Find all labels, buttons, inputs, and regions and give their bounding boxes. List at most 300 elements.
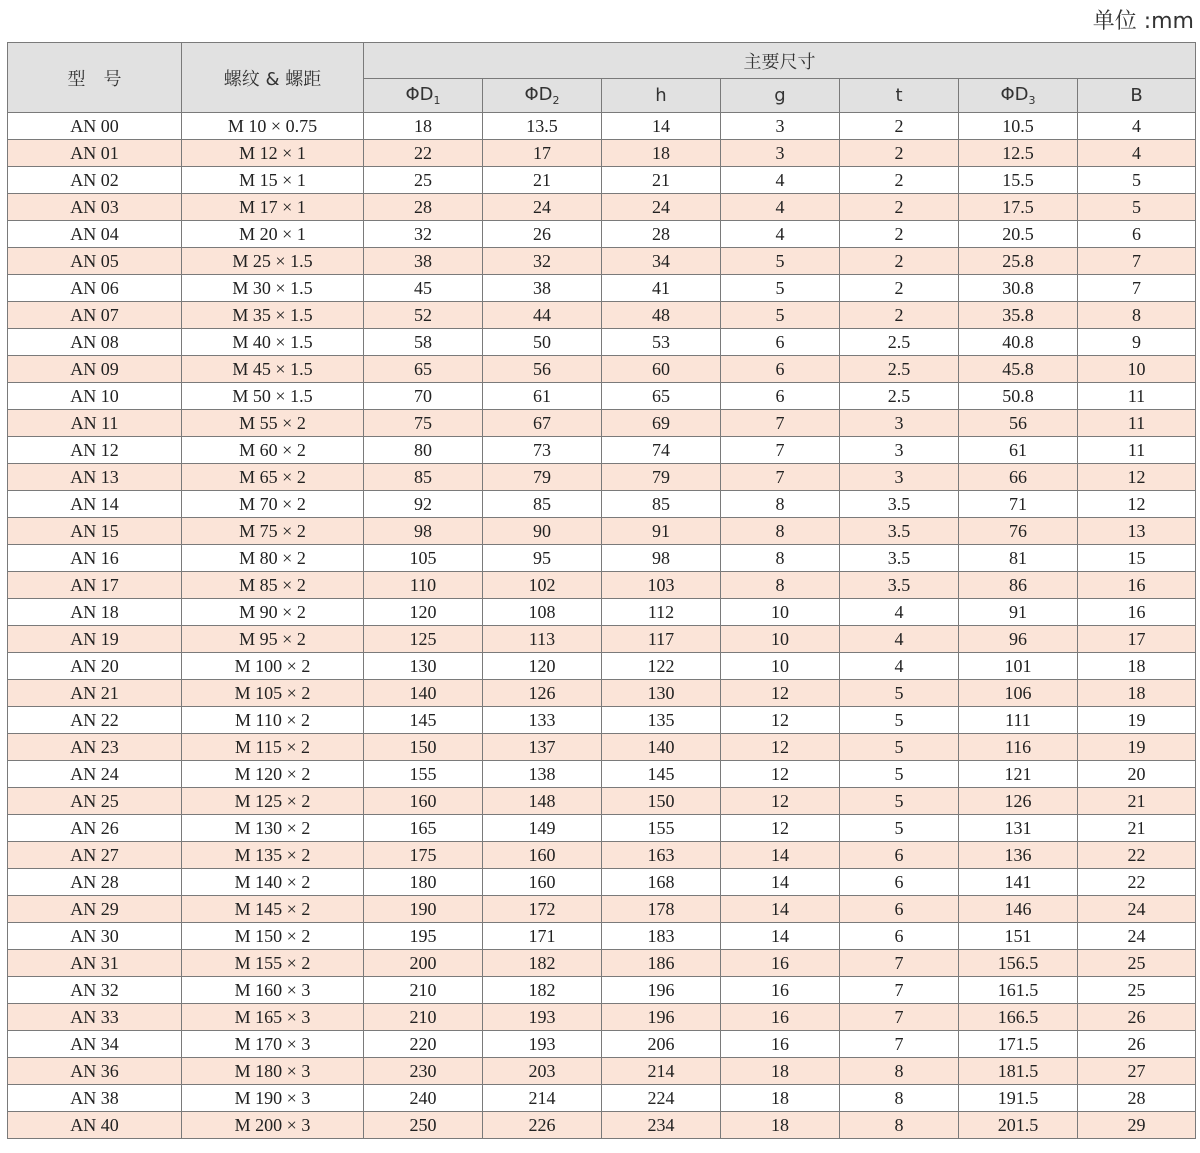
cell-t: 3 (840, 437, 959, 464)
cell-b: 26 (1078, 1031, 1196, 1058)
cell-d3: 40.8 (959, 329, 1078, 356)
cell-d1: 210 (364, 1004, 483, 1031)
cell-d2: 226 (483, 1112, 602, 1139)
cell-g: 3 (721, 140, 840, 167)
cell-d1: 230 (364, 1058, 483, 1085)
cell-t: 3.5 (840, 572, 959, 599)
cell-d1: 98 (364, 518, 483, 545)
cell-t: 2 (840, 140, 959, 167)
cell-d3: 146 (959, 896, 1078, 923)
cell-model: AN 32 (8, 977, 182, 1004)
cell-b: 22 (1078, 842, 1196, 869)
header-dim-base: ΦD (1000, 84, 1029, 105)
cell-t: 2 (840, 275, 959, 302)
cell-b: 20 (1078, 761, 1196, 788)
table-row (8, 383, 1196, 410)
cell-b: 11 (1078, 410, 1196, 437)
cell-model: AN 26 (8, 815, 182, 842)
header-d2 (483, 79, 602, 113)
table-row (8, 410, 1196, 437)
table-row (8, 1112, 1196, 1139)
cell-thread: M 145 × 2 (182, 896, 364, 923)
header-thread: 螺纹 & 螺距 (182, 43, 364, 113)
cell-model: AN 28 (8, 869, 182, 896)
cell-thread: M 95 × 2 (182, 626, 364, 653)
cell-model: AN 06 (8, 275, 182, 302)
cell-h: 41 (602, 275, 721, 302)
cell-h: 140 (602, 734, 721, 761)
cell-h: 103 (602, 572, 721, 599)
cell-d3: 111 (959, 707, 1078, 734)
table-row (8, 248, 1196, 275)
cell-t: 2.5 (840, 329, 959, 356)
cell-model: AN 14 (8, 491, 182, 518)
cell-d2: 160 (483, 842, 602, 869)
cell-g: 5 (721, 248, 840, 275)
cell-d2: 193 (483, 1004, 602, 1031)
cell-d2: 90 (483, 518, 602, 545)
cell-thread: M 100 × 2 (182, 653, 364, 680)
cell-t: 2 (840, 113, 959, 140)
cell-d3: 86 (959, 572, 1078, 599)
cell-h: 21 (602, 167, 721, 194)
cell-model: AN 10 (8, 383, 182, 410)
cell-b: 6 (1078, 221, 1196, 248)
cell-d1: 25 (364, 167, 483, 194)
cell-h: 186 (602, 950, 721, 977)
cell-d1: 210 (364, 977, 483, 1004)
cell-h: 135 (602, 707, 721, 734)
cell-model: AN 31 (8, 950, 182, 977)
cell-d2: 214 (483, 1085, 602, 1112)
cell-d1: 105 (364, 545, 483, 572)
cell-d3: 101 (959, 653, 1078, 680)
cell-t: 5 (840, 707, 959, 734)
cell-d2: 26 (483, 221, 602, 248)
cell-model: AN 00 (8, 113, 182, 140)
cell-thread: M 15 × 1 (182, 167, 364, 194)
cell-h: 24 (602, 194, 721, 221)
table-row (8, 113, 1196, 140)
cell-d2: 126 (483, 680, 602, 707)
cell-b: 25 (1078, 950, 1196, 977)
cell-d2: 113 (483, 626, 602, 653)
cell-d3: 71 (959, 491, 1078, 518)
cell-g: 3 (721, 113, 840, 140)
table-row (8, 464, 1196, 491)
cell-d1: 52 (364, 302, 483, 329)
table-row (8, 896, 1196, 923)
header-model: 型 号 (8, 43, 182, 113)
cell-d2: 79 (483, 464, 602, 491)
cell-h: 117 (602, 626, 721, 653)
cell-d1: 65 (364, 356, 483, 383)
cell-h: 112 (602, 599, 721, 626)
cell-t: 2 (840, 167, 959, 194)
cell-d3: 141 (959, 869, 1078, 896)
table-row (8, 842, 1196, 869)
cell-thread: M 180 × 3 (182, 1058, 364, 1085)
cell-t: 3.5 (840, 491, 959, 518)
cell-d2: 172 (483, 896, 602, 923)
cell-d2: 24 (483, 194, 602, 221)
cell-d3: 191.5 (959, 1085, 1078, 1112)
cell-d3: 121 (959, 761, 1078, 788)
cell-d3: 56 (959, 410, 1078, 437)
cell-g: 4 (721, 167, 840, 194)
cell-d2: 133 (483, 707, 602, 734)
cell-h: 85 (602, 491, 721, 518)
cell-model: AN 18 (8, 599, 182, 626)
cell-d1: 145 (364, 707, 483, 734)
cell-g: 7 (721, 437, 840, 464)
cell-b: 7 (1078, 275, 1196, 302)
cell-d1: 130 (364, 653, 483, 680)
cell-t: 7 (840, 1004, 959, 1031)
cell-model: AN 08 (8, 329, 182, 356)
header-g (721, 79, 840, 113)
cell-model: AN 40 (8, 1112, 182, 1139)
cell-thread: M 200 × 3 (182, 1112, 364, 1139)
table-row (8, 275, 1196, 302)
cell-b: 28 (1078, 1085, 1196, 1112)
cell-d2: 17 (483, 140, 602, 167)
table-row (8, 734, 1196, 761)
table-row (8, 545, 1196, 572)
cell-d3: 96 (959, 626, 1078, 653)
cell-g: 8 (721, 572, 840, 599)
cell-d1: 80 (364, 437, 483, 464)
table-row (8, 356, 1196, 383)
cell-d3: 15.5 (959, 167, 1078, 194)
cell-d2: 182 (483, 977, 602, 1004)
cell-g: 14 (721, 842, 840, 869)
cell-b: 10 (1078, 356, 1196, 383)
cell-h: 91 (602, 518, 721, 545)
cell-g: 18 (721, 1085, 840, 1112)
table-row (8, 491, 1196, 518)
cell-d2: 85 (483, 491, 602, 518)
cell-d3: 171.5 (959, 1031, 1078, 1058)
cell-h: 168 (602, 869, 721, 896)
cell-model: AN 04 (8, 221, 182, 248)
cell-t: 4 (840, 626, 959, 653)
cell-d3: 181.5 (959, 1058, 1078, 1085)
cell-d3: 12.5 (959, 140, 1078, 167)
cell-g: 7 (721, 464, 840, 491)
cell-t: 8 (840, 1112, 959, 1139)
cell-h: 155 (602, 815, 721, 842)
cell-d1: 58 (364, 329, 483, 356)
cell-thread: M 65 × 2 (182, 464, 364, 491)
table-row (8, 1004, 1196, 1031)
cell-thread: M 135 × 2 (182, 842, 364, 869)
table-row (8, 140, 1196, 167)
cell-h: 178 (602, 896, 721, 923)
cell-thread: M 90 × 2 (182, 599, 364, 626)
cell-d2: 50 (483, 329, 602, 356)
cell-d2: 32 (483, 248, 602, 275)
cell-h: 65 (602, 383, 721, 410)
cell-model: AN 27 (8, 842, 182, 869)
cell-d3: 201.5 (959, 1112, 1078, 1139)
table-row (8, 1031, 1196, 1058)
cell-h: 234 (602, 1112, 721, 1139)
cell-h: 79 (602, 464, 721, 491)
cell-d1: 175 (364, 842, 483, 869)
table-row (8, 302, 1196, 329)
cell-g: 18 (721, 1058, 840, 1085)
cell-d1: 70 (364, 383, 483, 410)
cell-d1: 180 (364, 869, 483, 896)
cell-t: 5 (840, 761, 959, 788)
cell-g: 12 (721, 680, 840, 707)
cell-thread: M 17 × 1 (182, 194, 364, 221)
cell-d3: 126 (959, 788, 1078, 815)
cell-model: AN 33 (8, 1004, 182, 1031)
cell-thread: M 50 × 1.5 (182, 383, 364, 410)
table-row (8, 518, 1196, 545)
cell-model: AN 29 (8, 896, 182, 923)
cell-thread: M 155 × 2 (182, 950, 364, 977)
cell-h: 145 (602, 761, 721, 788)
header-d3 (959, 79, 1078, 113)
cell-d2: 120 (483, 653, 602, 680)
cell-g: 12 (721, 788, 840, 815)
cell-t: 2 (840, 302, 959, 329)
cell-thread: M 75 × 2 (182, 518, 364, 545)
cell-d1: 140 (364, 680, 483, 707)
cell-d3: 91 (959, 599, 1078, 626)
cell-t: 5 (840, 815, 959, 842)
cell-b: 18 (1078, 653, 1196, 680)
cell-thread: M 125 × 2 (182, 788, 364, 815)
cell-thread: M 55 × 2 (182, 410, 364, 437)
cell-d1: 18 (364, 113, 483, 140)
cell-thread: M 25 × 1.5 (182, 248, 364, 275)
table-row (8, 977, 1196, 1004)
cell-d1: 38 (364, 248, 483, 275)
cell-d3: 20.5 (959, 221, 1078, 248)
header-b (1078, 79, 1196, 113)
cell-d2: 73 (483, 437, 602, 464)
cell-d2: 160 (483, 869, 602, 896)
cell-b: 24 (1078, 923, 1196, 950)
cell-h: 74 (602, 437, 721, 464)
cell-d1: 32 (364, 221, 483, 248)
cell-d3: 161.5 (959, 977, 1078, 1004)
cell-g: 10 (721, 626, 840, 653)
cell-t: 2.5 (840, 356, 959, 383)
cell-d3: 116 (959, 734, 1078, 761)
cell-model: AN 03 (8, 194, 182, 221)
cell-thread: M 12 × 1 (182, 140, 364, 167)
cell-d3: 17.5 (959, 194, 1078, 221)
cell-b: 24 (1078, 896, 1196, 923)
cell-thread: M 105 × 2 (182, 680, 364, 707)
cell-b: 5 (1078, 167, 1196, 194)
cell-t: 2 (840, 194, 959, 221)
cell-g: 4 (721, 194, 840, 221)
cell-d2: 102 (483, 572, 602, 599)
cell-d1: 92 (364, 491, 483, 518)
cell-g: 18 (721, 1112, 840, 1139)
cell-d1: 155 (364, 761, 483, 788)
cell-model: AN 19 (8, 626, 182, 653)
cell-b: 21 (1078, 815, 1196, 842)
cell-g: 14 (721, 896, 840, 923)
header-dim-subscript: 3 (1028, 94, 1036, 107)
cell-d3: 50.8 (959, 383, 1078, 410)
cell-model: AN 22 (8, 707, 182, 734)
header-main-dims: 主要尺寸 (364, 43, 1196, 79)
cell-g: 10 (721, 653, 840, 680)
cell-d3: 35.8 (959, 302, 1078, 329)
table-row (8, 194, 1196, 221)
cell-b: 15 (1078, 545, 1196, 572)
cell-t: 7 (840, 977, 959, 1004)
header-dim-subscript: 1 (433, 94, 441, 107)
cell-h: 122 (602, 653, 721, 680)
cell-d2: 38 (483, 275, 602, 302)
cell-d3: 166.5 (959, 1004, 1078, 1031)
cell-d3: 10.5 (959, 113, 1078, 140)
cell-b: 5 (1078, 194, 1196, 221)
cell-thread: M 150 × 2 (182, 923, 364, 950)
cell-h: 69 (602, 410, 721, 437)
table-row (8, 707, 1196, 734)
cell-model: AN 12 (8, 437, 182, 464)
cell-b: 18 (1078, 680, 1196, 707)
cell-d3: 136 (959, 842, 1078, 869)
cell-t: 8 (840, 1085, 959, 1112)
cell-d2: 182 (483, 950, 602, 977)
table-row (8, 815, 1196, 842)
cell-model: AN 34 (8, 1031, 182, 1058)
cell-d1: 240 (364, 1085, 483, 1112)
header-d1 (364, 79, 483, 113)
cell-h: 206 (602, 1031, 721, 1058)
table-row (8, 950, 1196, 977)
cell-model: AN 17 (8, 572, 182, 599)
cell-d1: 125 (364, 626, 483, 653)
cell-d2: 56 (483, 356, 602, 383)
cell-model: AN 38 (8, 1085, 182, 1112)
cell-model: AN 23 (8, 734, 182, 761)
cell-d1: 160 (364, 788, 483, 815)
cell-t: 3 (840, 410, 959, 437)
cell-t: 5 (840, 788, 959, 815)
cell-h: 28 (602, 221, 721, 248)
table-body (8, 113, 1196, 1139)
cell-model: AN 25 (8, 788, 182, 815)
cell-t: 6 (840, 842, 959, 869)
table-row (8, 923, 1196, 950)
cell-g: 12 (721, 815, 840, 842)
header-dim-base: B (1130, 85, 1143, 106)
cell-h: 196 (602, 977, 721, 1004)
cell-g: 8 (721, 491, 840, 518)
cell-thread: M 70 × 2 (182, 491, 364, 518)
cell-b: 29 (1078, 1112, 1196, 1139)
cell-t: 4 (840, 599, 959, 626)
table-row (8, 1085, 1196, 1112)
cell-b: 19 (1078, 707, 1196, 734)
cell-d3: 25.8 (959, 248, 1078, 275)
cell-g: 14 (721, 869, 840, 896)
cell-d2: 21 (483, 167, 602, 194)
cell-g: 14 (721, 923, 840, 950)
cell-t: 3.5 (840, 518, 959, 545)
cell-b: 13 (1078, 518, 1196, 545)
cell-model: AN 11 (8, 410, 182, 437)
header-dim-base: h (655, 85, 667, 106)
table-row (8, 626, 1196, 653)
cell-t: 2 (840, 221, 959, 248)
cell-d2: 138 (483, 761, 602, 788)
spec-table (7, 42, 1196, 1139)
cell-thread: M 190 × 3 (182, 1085, 364, 1112)
cell-g: 6 (721, 329, 840, 356)
table-row (8, 1058, 1196, 1085)
table-row (8, 437, 1196, 464)
cell-g: 5 (721, 275, 840, 302)
table-row (8, 761, 1196, 788)
cell-d3: 66 (959, 464, 1078, 491)
cell-h: 150 (602, 788, 721, 815)
cell-g: 4 (721, 221, 840, 248)
cell-d2: 203 (483, 1058, 602, 1085)
cell-model: AN 15 (8, 518, 182, 545)
cell-thread: M 45 × 1.5 (182, 356, 364, 383)
cell-model: AN 13 (8, 464, 182, 491)
cell-thread: M 110 × 2 (182, 707, 364, 734)
cell-thread: M 35 × 1.5 (182, 302, 364, 329)
cell-d1: 28 (364, 194, 483, 221)
header-h (602, 79, 721, 113)
cell-b: 7 (1078, 248, 1196, 275)
table-row (8, 788, 1196, 815)
cell-d2: 171 (483, 923, 602, 950)
cell-d1: 150 (364, 734, 483, 761)
cell-thread: M 20 × 1 (182, 221, 364, 248)
cell-h: 14 (602, 113, 721, 140)
cell-thread: M 160 × 3 (182, 977, 364, 1004)
cell-d2: 44 (483, 302, 602, 329)
cell-b: 9 (1078, 329, 1196, 356)
cell-d1: 200 (364, 950, 483, 977)
cell-b: 12 (1078, 491, 1196, 518)
cell-b: 16 (1078, 599, 1196, 626)
cell-h: 34 (602, 248, 721, 275)
cell-d2: 108 (483, 599, 602, 626)
cell-t: 6 (840, 896, 959, 923)
cell-h: 183 (602, 923, 721, 950)
cell-b: 12 (1078, 464, 1196, 491)
cell-g: 12 (721, 707, 840, 734)
cell-thread: M 120 × 2 (182, 761, 364, 788)
cell-d2: 149 (483, 815, 602, 842)
cell-t: 6 (840, 923, 959, 950)
cell-d3: 156.5 (959, 950, 1078, 977)
cell-model: AN 02 (8, 167, 182, 194)
cell-t: 2 (840, 248, 959, 275)
cell-d1: 250 (364, 1112, 483, 1139)
cell-t: 5 (840, 680, 959, 707)
cell-g: 8 (721, 518, 840, 545)
cell-g: 12 (721, 761, 840, 788)
cell-d3: 151 (959, 923, 1078, 950)
